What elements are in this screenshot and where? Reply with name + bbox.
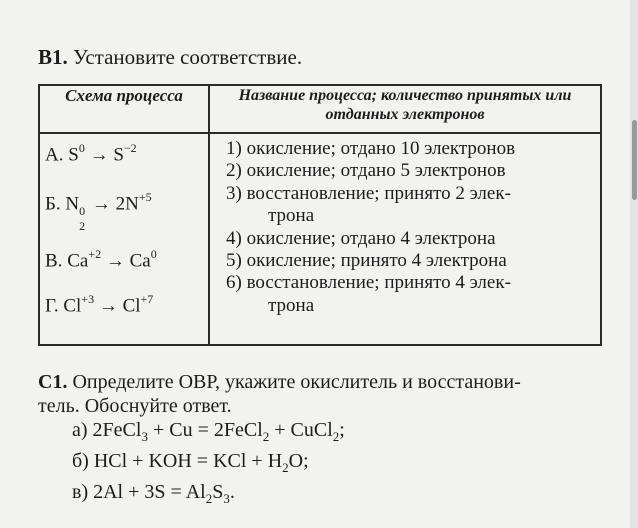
process-b-coef: 2 bbox=[115, 193, 126, 215]
process-c-from: Ca bbox=[67, 250, 89, 272]
process-d-arrow: → bbox=[98, 295, 118, 317]
process-b-to: N bbox=[125, 193, 139, 215]
task-b1-number: В1. bbox=[38, 45, 68, 69]
task-c1-text1: Определите ОВР, укажите окислитель и восстанови- bbox=[72, 371, 521, 393]
vertical-scrollbar[interactable] bbox=[630, 0, 638, 528]
equation-a-sub2: 2 bbox=[262, 429, 270, 444]
task-c1 bbox=[38, 370, 521, 511]
process-c-letter: В. bbox=[45, 250, 63, 272]
equation-b-label: б) bbox=[72, 450, 89, 472]
option-4: 4) окисление; отдано 4 электрона bbox=[226, 227, 496, 249]
process-a-to-ox: −2 bbox=[123, 141, 137, 155]
table-body-row bbox=[39, 133, 601, 345]
task-c1-number: С1. bbox=[38, 371, 68, 393]
task-b1-title bbox=[38, 44, 302, 70]
table-header-row bbox=[39, 85, 601, 133]
equation-a-part4: ; bbox=[339, 419, 345, 441]
process-a-to: S bbox=[113, 144, 124, 166]
equation-c-label: в) bbox=[72, 481, 89, 503]
option-5: 5) окисление; принято 4 электрона bbox=[226, 250, 507, 272]
process-c-to: Ca bbox=[129, 250, 151, 272]
process-d-from-ox: +3 bbox=[81, 292, 95, 306]
equation-a-part1: 2FeCl bbox=[92, 419, 142, 441]
scrollbar-thumb[interactable] bbox=[632, 120, 637, 200]
matching-table bbox=[38, 84, 602, 346]
task-c1-line2: тель. Обоснуйте ответ. bbox=[38, 395, 232, 417]
option-2: 2) окисление; отдано 5 электронов bbox=[226, 160, 506, 182]
equation-a-sub3: 2 bbox=[332, 429, 340, 444]
equation-c bbox=[38, 480, 521, 511]
process-b-from-ox: 0 bbox=[79, 204, 86, 219]
process-b-to-ox: +5 bbox=[138, 190, 152, 204]
header-process-name: Название процесса; количество принятых или отданных электронов bbox=[209, 85, 601, 133]
process-a-from-ox: 0 bbox=[78, 141, 85, 155]
equation-b bbox=[38, 449, 521, 480]
process-c-from-ox: +2 bbox=[88, 247, 102, 261]
process-a-from: S bbox=[68, 144, 79, 166]
process-names-cell bbox=[209, 133, 601, 345]
equation-a-label: а) bbox=[72, 419, 88, 441]
process-c bbox=[45, 244, 157, 272]
process-b-from-sub: 2 bbox=[79, 219, 86, 234]
process-d-letter: Г. bbox=[45, 295, 59, 317]
process-schemes-cell bbox=[39, 133, 209, 345]
option-6-continuation: трона bbox=[268, 294, 315, 316]
process-d-to: Cl bbox=[122, 295, 141, 317]
equation-b-part1: HCl + KOH = KCl + H bbox=[93, 450, 283, 472]
equation-a-part2: + Cu = 2FeCl bbox=[147, 419, 263, 441]
equation-c-sub1: 2 bbox=[205, 491, 213, 506]
option-1: 1) окисление; отдано 10 электронов bbox=[226, 138, 516, 159]
process-c-to-ox: 0 bbox=[150, 247, 157, 261]
task-b1-text: Установите соответствие. bbox=[73, 45, 303, 69]
process-b-arrow: → bbox=[91, 193, 111, 215]
process-d-to-ox: +7 bbox=[140, 292, 154, 306]
equation-c-part1: 2Al + 3S = Al bbox=[93, 481, 206, 503]
process-b-letter: Б. bbox=[45, 193, 61, 215]
equation-b-sub1: 2 bbox=[282, 460, 289, 475]
equation-c-part3: . bbox=[229, 481, 235, 503]
equation-a-sub1: 3 bbox=[141, 429, 148, 444]
equation-c-part2: S bbox=[212, 481, 224, 503]
process-a bbox=[45, 138, 137, 166]
process-d-from: Cl bbox=[63, 295, 82, 317]
process-b bbox=[45, 187, 152, 234]
equation-a bbox=[38, 418, 521, 449]
process-b-from: N bbox=[65, 193, 80, 215]
process-a-letter: А. bbox=[45, 144, 64, 166]
option-3-continuation: трона bbox=[268, 205, 315, 227]
option-3: 3) восстановление; принято 2 элек- bbox=[226, 182, 511, 204]
process-d bbox=[45, 289, 153, 317]
option-6: 6) восстановление; принято 4 элек- bbox=[226, 272, 511, 294]
equation-c-sub2: 3 bbox=[223, 491, 230, 506]
process-c-arrow: → bbox=[105, 250, 125, 272]
equation-b-part2: O; bbox=[288, 450, 309, 472]
task-c1-line1 bbox=[38, 370, 521, 394]
header-process-scheme: Схема процесса bbox=[39, 85, 209, 133]
process-a-arrow: → bbox=[89, 144, 109, 166]
equation-a-part3: + CuCl bbox=[269, 419, 333, 441]
